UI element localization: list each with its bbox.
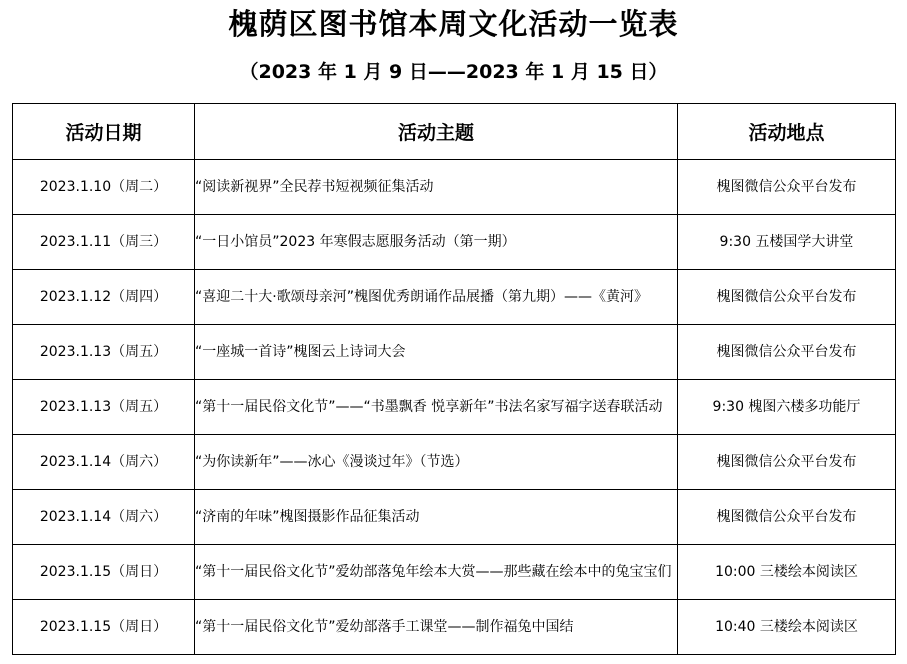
table-row [13,215,896,270]
activity-place: 槐图微信公众平台发布 [678,490,896,545]
column-header-place: 活动地点 [678,104,896,160]
activity-topic: “一日小馆员”2023 年寒假志愿服务活动（第一期） [195,215,678,270]
column-header-topic: 活动主题 [195,104,678,160]
table-row [13,160,896,215]
table-row [13,380,896,435]
date-range-subtitle: （2023 年 1 月 9 日——2023 年 1 月 15 日） [239,61,668,83]
activity-place: 10:40 三楼绘本阅读区 [678,600,896,655]
activity-topic: “喜迎二十大·歌颂母亲河”槐图优秀朗诵作品展播（第九期）——《黄河》 [195,270,678,325]
activity-topic: “第十一届民俗文化节”——“书墨飘香 悦享新年”书法名家写福字送春联活动 [195,380,678,435]
activity-topic: “第十一届民俗文化节”爱幼部落兔年绘本大赏——那些藏在绘本中的兔宝宝们 [195,545,678,600]
column-header-date: 活动日期 [13,104,195,160]
page-title: 槐荫区图书馆本周文化活动一览表 [228,7,679,41]
table-row [13,490,896,545]
table-row [13,325,896,380]
activity-place: 9:30 槐图六楼多功能厅 [678,380,896,435]
activity-date: 2023.1.12（周四） [13,270,195,325]
table-row [13,545,896,600]
activity-table [12,103,896,655]
activity-place: 9:30 五楼国学大讲堂 [678,215,896,270]
table-row [13,270,896,325]
activity-date: 2023.1.13（周五） [13,325,195,380]
activity-topic: “为你读新年”——冰心《漫谈过年》（节选） [195,435,678,490]
activity-place: 10:00 三楼绘本阅读区 [678,545,896,600]
table-header-row [13,104,896,160]
activity-place: 槐图微信公众平台发布 [678,160,896,215]
activity-place: 槐图微信公众平台发布 [678,270,896,325]
activity-topic: “济南的年味”槐图摄影作品征集活动 [195,490,678,545]
activity-date: 2023.1.15（周日） [13,600,195,655]
activity-date: 2023.1.14（周六） [13,435,195,490]
activity-topic: “阅读新视界”全民荐书短视频征集活动 [195,160,678,215]
activity-date: 2023.1.10（周二） [13,160,195,215]
activity-date: 2023.1.15（周日） [13,545,195,600]
table-row [13,435,896,490]
activity-date: 2023.1.14（周六） [13,490,195,545]
activity-date: 2023.1.13（周五） [13,380,195,435]
activity-place: 槐图微信公众平台发布 [678,435,896,490]
activity-place: 槐图微信公众平台发布 [678,325,896,380]
table-row [13,600,896,655]
activity-topic: “第十一届民俗文化节”爱幼部落手工课堂——制作福兔中国结 [195,600,678,655]
activity-date: 2023.1.11（周三） [13,215,195,270]
activity-topic: “一座城一首诗”槐图云上诗词大会 [195,325,678,380]
